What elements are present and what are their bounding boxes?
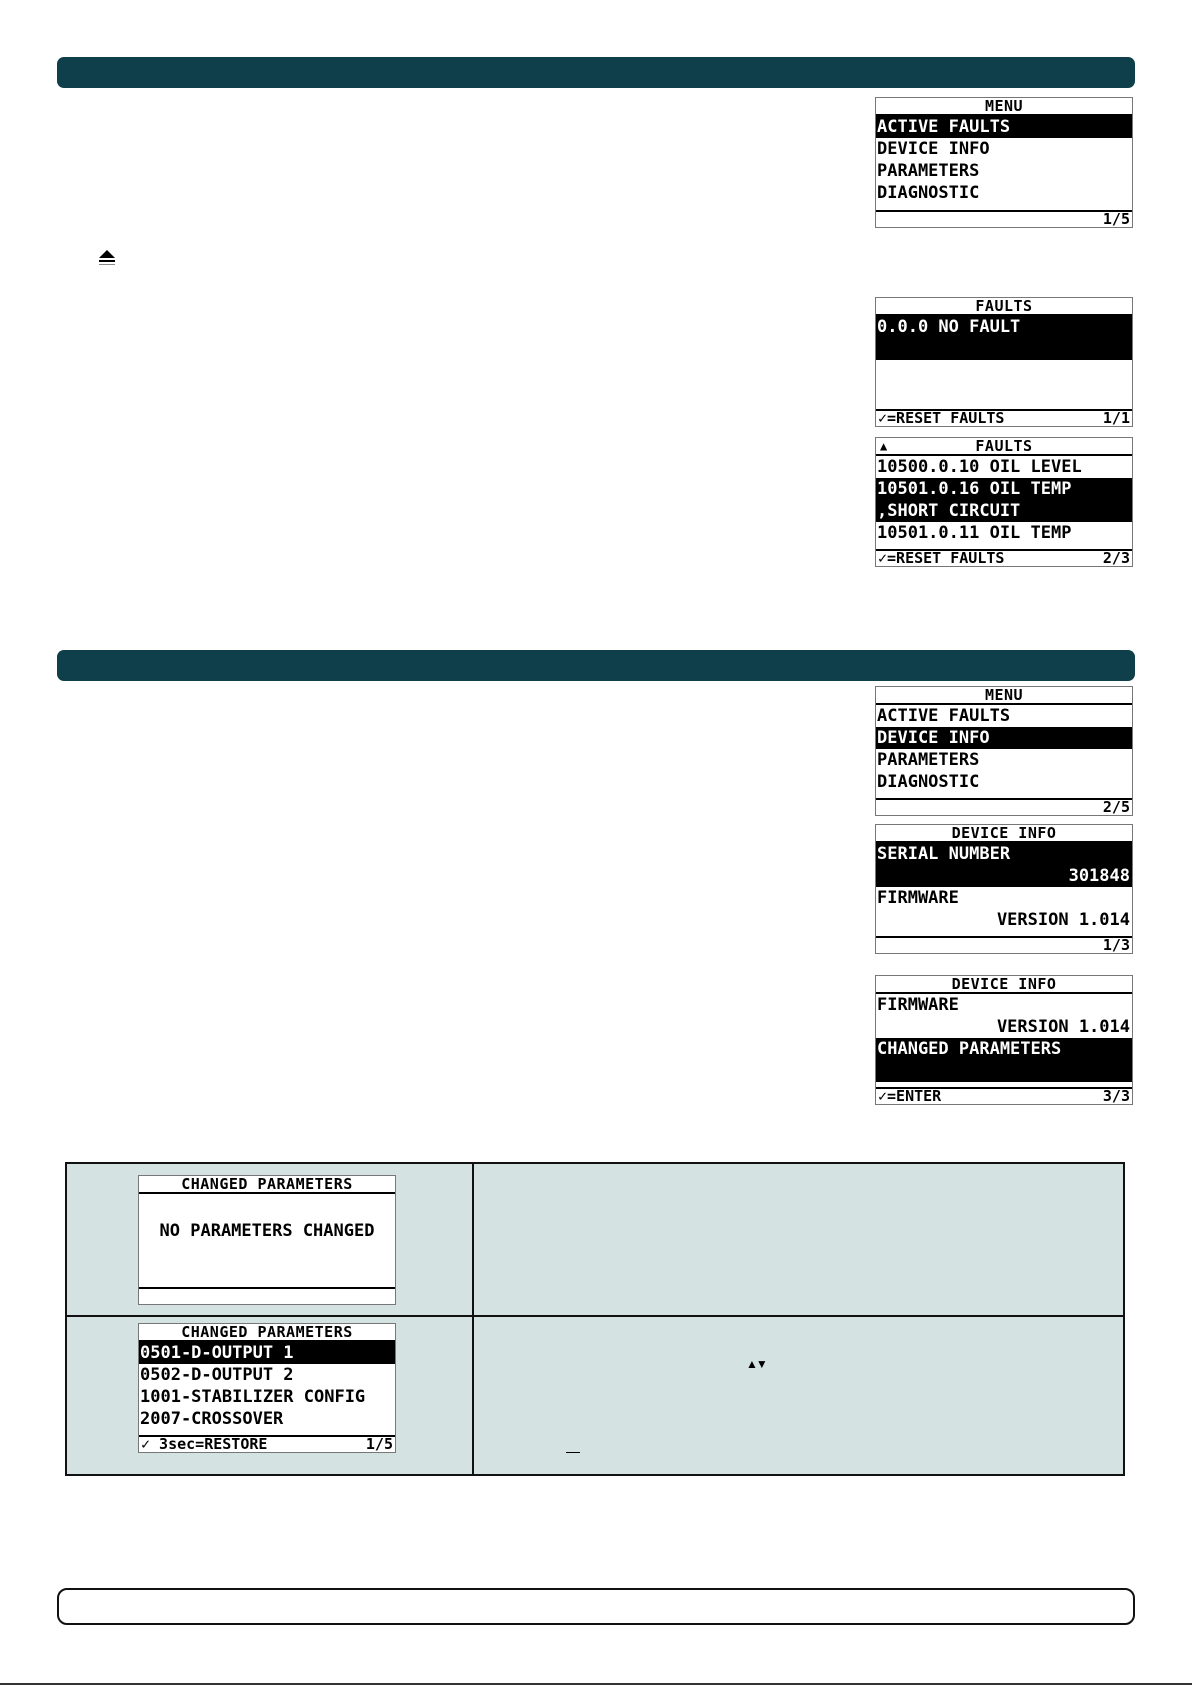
- underline-mark: [566, 1452, 580, 1453]
- up-arrow-icon: ▲: [880, 439, 888, 453]
- fault-entry[interactable]: 10500.0.10 OIL LEVEL: [877, 457, 1082, 477]
- section-header-bar-2: [57, 650, 1135, 681]
- menu-item-diagnostic[interactable]: DIAGNOSTIC: [877, 772, 980, 792]
- menu-item-parameters[interactable]: PARAMETERS: [877, 750, 980, 770]
- lcd-title-text: FAULTS: [975, 437, 1033, 455]
- no-parameters-changed-message: NO PARAMETERS CHANGED: [159, 1221, 375, 1241]
- firmware-label[interactable]: FIRMWARE: [877, 888, 959, 908]
- lcd-footer: [876, 1087, 1132, 1104]
- lcd-changed-parameters-list: [138, 1323, 396, 1453]
- changed-parameters-label: CHANGED PARAMETERS: [877, 1039, 1062, 1059]
- lcd-footer: [876, 936, 1132, 953]
- page-indicator: 1/5: [365, 1435, 393, 1453]
- page-indicator: 2/5: [1102, 798, 1130, 816]
- page-indicator: 1/3: [1102, 936, 1130, 954]
- lcd-footer: [876, 798, 1132, 815]
- lcd-title: FAULTS: [876, 298, 1132, 316]
- serial-number-label[interactable]: SERIAL NUMBER: [876, 843, 1132, 865]
- section-header-bar-1: [57, 57, 1135, 88]
- parameter-item[interactable]: 1001-STABILIZER CONFIG: [140, 1387, 366, 1407]
- lcd-footer: [876, 210, 1132, 227]
- lcd-title: CHANGED PARAMETERS: [139, 1324, 395, 1342]
- lcd-title: [876, 438, 1132, 456]
- lcd-footer: [876, 549, 1132, 566]
- eject-icon: [97, 247, 117, 267]
- changed-parameters-entry-selected[interactable]: [876, 1038, 1132, 1082]
- restore-hint: ✓ 3sec=RESTORE: [141, 1435, 268, 1453]
- lcd-changed-parameters-empty: [138, 1175, 396, 1305]
- lcd-faults-screen-1: [875, 297, 1133, 427]
- parameter-item[interactable]: 0502-D-OUTPUT 2: [140, 1365, 294, 1385]
- firmware-version-value: VERSION 1.014: [996, 910, 1130, 930]
- fault-entry-selected[interactable]: [876, 316, 1132, 360]
- page-indicator: 3/3: [1102, 1087, 1130, 1105]
- lcd-footer: [139, 1435, 395, 1452]
- menu-item-active-faults[interactable]: ACTIVE FAULTS: [877, 706, 1011, 726]
- menu-item-device-info[interactable]: DEVICE INFO: [876, 727, 1132, 749]
- firmware-label[interactable]: FIRMWARE: [877, 995, 959, 1015]
- fault-entry-selected-detail: ,SHORT CIRCUIT: [876, 500, 1132, 522]
- lcd-title: CHANGED PARAMETERS: [139, 1176, 395, 1194]
- fault-entry[interactable]: 10501.0.11 OIL TEMP: [877, 523, 1072, 543]
- fault-entry-selected[interactable]: 10501.0.16 OIL TEMP: [876, 478, 1132, 500]
- lcd-device-info-screen-3: [875, 975, 1133, 1105]
- table-row-divider: [67, 1315, 1123, 1317]
- menu-item-diagnostic[interactable]: DIAGNOSTIC: [877, 183, 980, 203]
- page-footer-box: [57, 1588, 1135, 1625]
- page-indicator: 1/1: [1102, 409, 1130, 427]
- menu-item-parameters[interactable]: PARAMETERS: [877, 161, 980, 181]
- firmware-version-value: VERSION 1.014: [996, 1017, 1130, 1037]
- lcd-title: MENU: [876, 98, 1132, 116]
- lcd-title: DEVICE INFO: [876, 976, 1132, 994]
- menu-item-device-info[interactable]: DEVICE INFO: [877, 139, 990, 159]
- menu-item-active-faults[interactable]: ACTIVE FAULTS: [876, 116, 1132, 138]
- page-indicator: 2/3: [1102, 549, 1130, 567]
- page-indicator: 1/5: [1102, 210, 1130, 228]
- parameter-item[interactable]: 2007-CROSSOVER: [140, 1409, 284, 1429]
- lcd-title: MENU: [876, 687, 1132, 705]
- reset-faults-hint: ✓=RESET FAULTS: [878, 409, 1005, 427]
- lcd-menu-screen-1: [875, 97, 1133, 228]
- enter-hint: ✓=ENTER: [878, 1087, 942, 1105]
- serial-number-value: 301848: [876, 865, 1132, 887]
- lcd-title: DEVICE INFO: [876, 825, 1132, 843]
- fault-code: 0.0.0 NO FAULT: [877, 317, 1021, 337]
- lcd-faults-screen-2: [875, 437, 1133, 567]
- up-down-arrows-icon: ▲▼: [746, 1357, 766, 1371]
- reset-faults-hint: ✓=RESET FAULTS: [878, 549, 1005, 567]
- parameter-item-selected[interactable]: 0501-D-OUTPUT 1: [139, 1342, 395, 1364]
- lcd-footer: [876, 409, 1132, 426]
- lcd-menu-screen-2: [875, 686, 1133, 816]
- table-column-divider: [472, 1164, 474, 1474]
- lcd-device-info-screen-1: [875, 824, 1133, 954]
- lcd-footer: [139, 1287, 395, 1304]
